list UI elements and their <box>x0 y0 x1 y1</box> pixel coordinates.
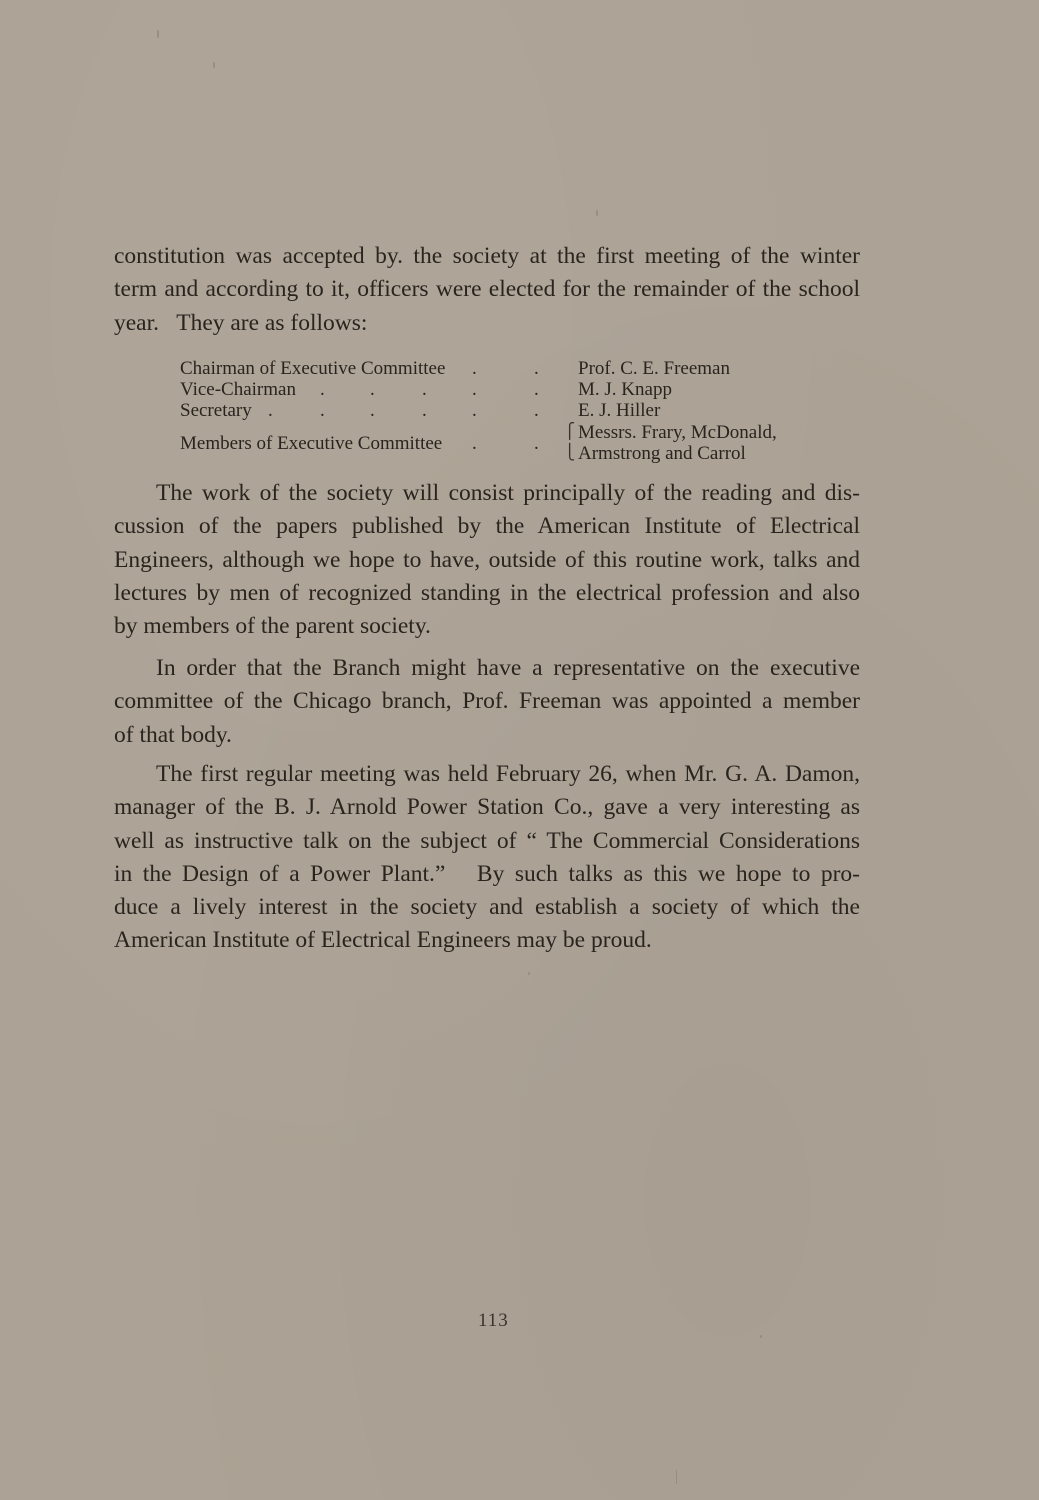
text-line: cussion of the papers published by the American Institute of Electrical <box>114 513 860 540</box>
officer-row-vice-chairman <box>180 379 820 400</box>
text-line: constitution was accepted by. the society at the first meeting of the winter <box>114 243 860 269</box>
text-line: Engineers, although we hope to have, outside of this routine work, talks and <box>114 546 860 573</box>
work-paragraph <box>114 477 860 643</box>
leader-dot: . <box>472 358 477 379</box>
officer-name: E. J. Hiller <box>578 400 661 421</box>
text-line: American Institute of Electrical Engineers may be proud. <box>114 927 652 954</box>
officer-role: Members of Executive Committee <box>180 433 443 454</box>
meeting-paragraph <box>114 758 860 958</box>
text-line: In order that the Branch might have a representative on the executive <box>156 655 860 681</box>
text-line: The work of the society will consist principally of the reading and dis- <box>156 480 860 506</box>
officers-list <box>180 358 820 466</box>
leader-dot: . <box>422 379 427 400</box>
leader-dot: . <box>472 400 477 421</box>
officer-name: Messrs. Frary, McDonald, <box>578 422 777 443</box>
intro-paragraph <box>114 240 860 340</box>
text-line: lectures by men of recognized standing in the electrical profession and also <box>114 579 860 606</box>
paper-speck <box>213 62 215 68</box>
paper-speck <box>528 972 530 975</box>
text-line: term and according to it, officers were elected for the remainder of the school <box>114 276 860 303</box>
paper-speck <box>596 210 598 216</box>
text-line: in the Design of a Power Plant.” By such talks as this we hope to pro- <box>114 860 860 887</box>
leader-dot: . <box>370 379 375 400</box>
paper-speck <box>676 1470 677 1484</box>
text-line: by members of the parent society. <box>114 613 431 640</box>
page-number: 113 <box>478 1310 509 1331</box>
leader-dot: . <box>268 400 273 421</box>
officer-name: Prof. C. E. Freeman <box>578 358 730 379</box>
text-line: year. They are as follows: <box>114 309 368 336</box>
leader-dot: . <box>534 433 539 454</box>
leader-dot: . <box>534 379 539 400</box>
text-line: manager of the B. J. Arnold Power Station Co., gave a very interesting as <box>114 794 860 821</box>
leader-dot: . <box>422 400 427 421</box>
officer-row-chairman <box>180 358 820 379</box>
leader-dot: . <box>534 358 539 379</box>
leader-dot: . <box>320 400 325 421</box>
text-line: duce a lively interest in the society and establish a society of which the <box>114 894 860 921</box>
leader-dot: . <box>472 433 477 454</box>
paper-speck <box>157 30 159 38</box>
text-line: The first regular meeting was held February 26, when Mr. G. A. Damon, <box>156 761 860 787</box>
officer-row-secretary <box>180 400 820 421</box>
paper-speck <box>760 1335 762 1338</box>
officer-row-members <box>180 422 820 466</box>
officer-role: Chairman of Executive Committee <box>180 358 446 379</box>
text-line: well as instructive talk on the subject of “ The Commercial Considerations <box>114 827 860 854</box>
officer-name: Armstrong and Carrol <box>578 443 746 464</box>
leader-dot: . <box>534 400 539 421</box>
branch-paragraph <box>114 652 860 752</box>
leader-dot: . <box>370 400 375 421</box>
leader-dot: . <box>320 379 325 400</box>
leader-dot: . <box>472 379 477 400</box>
officer-role: Secretary <box>180 400 252 421</box>
brace-icon: ⎧ ⎩ <box>564 424 576 461</box>
officer-name: M. J. Knapp <box>578 379 672 400</box>
officer-role: Vice-Chairman <box>180 379 296 400</box>
text-line: committee of the Chicago branch, Prof. Freeman was appointed a member <box>114 688 860 715</box>
text-line: of that body. <box>114 721 232 748</box>
